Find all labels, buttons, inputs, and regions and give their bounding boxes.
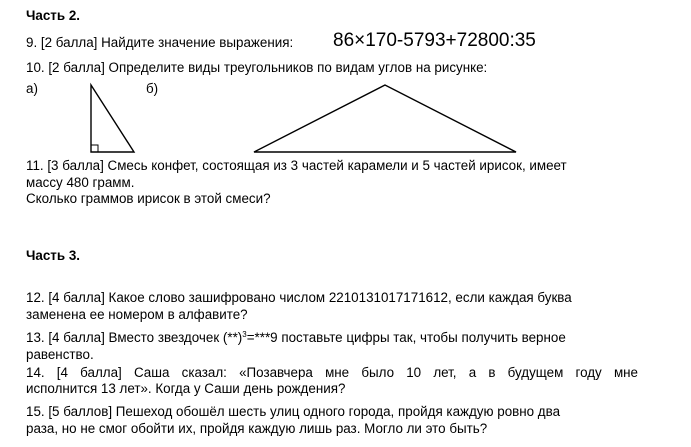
- question-10: 10. [2 балла] Определите виды треугольников по видам углов на рисунке:: [26, 60, 488, 75]
- exponent: 3: [242, 330, 247, 339]
- question-14-line1: 14. [4 балла] Саша сказал: «Позавчера мне было 10 лет, а в будущем году мне: [26, 365, 638, 380]
- question-15-line1: 15. [5 баллов] Пешеход обошёл шесть улиц одного города, пройдя каждую ровно два: [26, 404, 561, 419]
- part2-title: Часть 2.: [26, 8, 80, 23]
- question-11-line3: Сколько граммов ирисок в этой смеси?: [26, 191, 271, 206]
- question-15-line2: раза, но не смог обойти их, пройдя каждую лишь раз. Могло ли это быть?: [26, 421, 488, 436]
- question-11-line2: массу 480 грамм.: [26, 175, 135, 190]
- question-13-pre: 13. [4 балла] Вместо звездочек (**): [26, 330, 243, 345]
- right-angle-marker: [91, 145, 98, 152]
- question-11-line1: 11. [3 балла] Смесь конфет, состоящая из 3 частей карамели и 5 частей ирисок, имеет: [26, 158, 567, 173]
- expression: 86×170-5793+72800:35: [333, 30, 536, 51]
- question-14-line2: исполнится 13 лет». Когда у Саши день рождения?: [26, 381, 346, 396]
- part3-title: Часть 3.: [26, 248, 80, 263]
- question-9: 9. [2 балла] Найдите значение выражения:: [26, 35, 294, 50]
- obtuse-triangle: [254, 85, 516, 152]
- question-12-line1: 12. [4 балла] Какое слово зашифровано числом 2210131017171612, если каждая буква: [26, 290, 572, 305]
- question-13-post: =***9 поставьте цифры так, чтобы получить верное: [246, 330, 566, 345]
- question-12-line2: заменена ее номером в алфавите?: [26, 307, 248, 322]
- triangle-a-label: а): [26, 81, 38, 96]
- right-triangle: [91, 85, 134, 152]
- question-13-line2: равенство.: [26, 347, 94, 362]
- triangle-b-label: б): [146, 81, 159, 96]
- question-13-line1: [26, 330, 566, 346]
